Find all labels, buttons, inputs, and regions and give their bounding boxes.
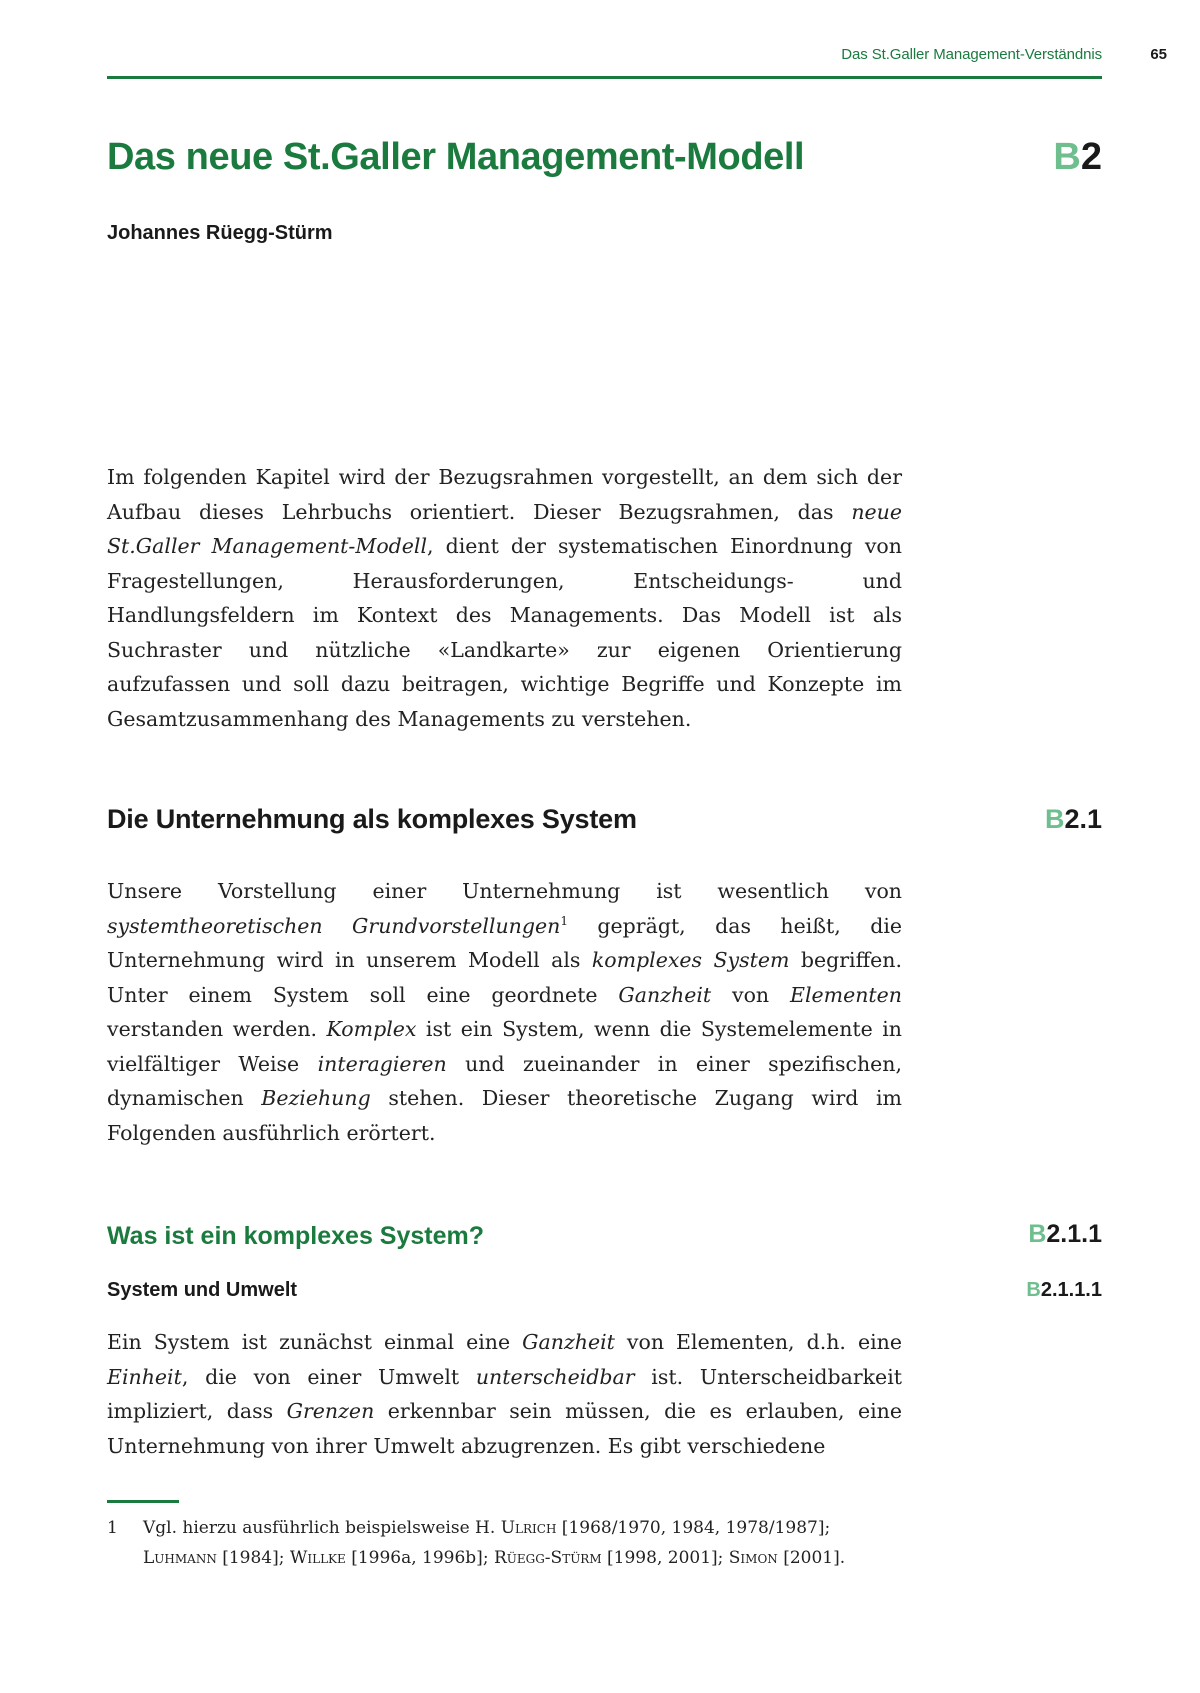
- emphasis-span: Beziehung: [261, 1086, 371, 1110]
- intro-emphasis-model: neue St.Galler Management-Modell: [107, 499, 902, 558]
- emphasis-span: Ganzheit: [522, 1330, 615, 1354]
- section-number-2-1: [1045, 804, 1102, 835]
- intro-paragraph: [107, 460, 902, 736]
- emphasis-span: Komplex: [326, 1017, 417, 1041]
- cited-author: Ulrich: [500, 1518, 557, 1538]
- chapter-number: [1053, 136, 1102, 179]
- emphasis-span: unterscheidbar: [475, 1364, 635, 1389]
- section-title-2-1: Die Unternehmung als komplexes System: [107, 804, 637, 834]
- text-span: von: [711, 982, 790, 1007]
- chapter-number-value: 2: [1080, 136, 1102, 178]
- text-span: stehen. Dieser theoretische Zugang wird im Folgenden ausführlich erörtert.: [107, 1086, 902, 1145]
- page-number: 65: [1150, 46, 1167, 63]
- text-span: und zueinander in einer spezifischen, dynamischen: [107, 1051, 902, 1110]
- intro-text-1: Im folgenden Kapitel wird der Bezugsrahmen vorgestellt, an dem sich der Aufbau dieses Lehrbuchs orientiert. Dieser Bezugsrahmen, das: [107, 465, 902, 524]
- text-span: , die von einer Umwelt: [181, 1364, 476, 1389]
- footnote-mark: 1: [107, 1518, 118, 1538]
- cited-author: Willke: [289, 1548, 346, 1568]
- text-span: erkennbar sein müssen, die es erlauben, eine Unternehmung von ihrer Umwelt abzugrenzen. Es gibt verschiedene: [107, 1399, 902, 1458]
- footnote-text: [143, 1513, 902, 1573]
- section-title-2-1-1: Was ist ein komplexes System?: [107, 1222, 485, 1250]
- running-header: [107, 44, 1167, 68]
- section-number-2-1-1-value: 2.1.1: [1046, 1220, 1102, 1248]
- emphasis-span: komplexes System: [591, 948, 790, 972]
- section-2-1-1-1-paragraph: [107, 1325, 902, 1463]
- author: Johannes Rüegg-Stürm: [107, 222, 333, 244]
- emphasis-span: Elementen: [790, 982, 902, 1007]
- chapter-title: Das neue St.Galler Management-Modell: [107, 136, 805, 178]
- emphasis-span: interagieren: [317, 1051, 447, 1076]
- text-span: [1984];: [216, 1548, 290, 1568]
- footnote-reference[interactable]: 1: [560, 913, 568, 928]
- section-title-2-1-1-1: System und Umwelt: [107, 1279, 298, 1301]
- section-number-2-1-1-1: [1026, 1279, 1102, 1302]
- emphasis-span: Grenzen: [286, 1399, 375, 1423]
- section-number-2-1-1-prefix: B: [1028, 1220, 1047, 1248]
- emphasis-span: Ganzheit: [618, 982, 712, 1007]
- section-number-2-1-1-1-value: 2.1.1.1: [1040, 1279, 1102, 1301]
- text-span: Vgl. hierzu ausführlich beispielsweise H.: [143, 1518, 501, 1538]
- section-number-2-1-1-1-prefix: B: [1026, 1279, 1041, 1301]
- cited-author: Rüegg-Stürm: [493, 1548, 602, 1568]
- text-span: ist ein System, wenn die Systemelemente in vielfältiger Weise: [107, 1017, 902, 1076]
- text-span: Ein System ist zunächst einmal eine: [107, 1330, 523, 1354]
- cited-author: Simon: [728, 1548, 778, 1568]
- section-number-2-1-1: [1028, 1220, 1102, 1249]
- text-span: begriffen. Unter einem System soll eine geordnete: [107, 948, 902, 1007]
- header-rule: [107, 76, 1102, 79]
- text-span: Unsere Vorstellung einer Unternehmung ist wesentlich von: [107, 879, 902, 903]
- section-number-2-1-value: 2.1: [1064, 804, 1102, 834]
- text-span: [2001].: [777, 1548, 846, 1568]
- text-span: geprägt, das heißt, die Unternehmung wird in unserem Modell als: [107, 913, 903, 972]
- text-span: [1998, 2001];: [601, 1548, 729, 1568]
- chapter-number-prefix: B: [1053, 136, 1081, 178]
- cited-author: Luhmann: [143, 1548, 217, 1568]
- emphasis-span: Einheit: [107, 1364, 182, 1389]
- text-span: [1996a, 1996b];: [345, 1548, 494, 1568]
- text-span: verstanden werden.: [107, 1017, 327, 1041]
- footnote-rule: [107, 1500, 179, 1503]
- text-span: ist. Unterscheidbarkeit impliziert, dass: [107, 1364, 902, 1423]
- emphasis-span: systemtheoretischen Grundvorstellungen: [107, 913, 561, 938]
- running-header-title: Das St.Galler Management-Verständnis: [841, 46, 1102, 63]
- text-span: [1968/1970, 1984, 1978/1987];: [556, 1518, 831, 1538]
- intro-text-2: , dient der systematischen Einordnung von Fragestellungen, Herausforderungen, Entscheidungs- und Handlungsfeldern im Kontext des Managements. Das Modell ist als Suchraster und nützliche «Landkarte» zur eigenen Orientierung aufzufassen und soll dazu beitragen, wichtige Begriffe und Konzepte im Gesamtzusammenhang des Managements zu verstehen.: [107, 534, 902, 731]
- section-2-1-paragraph: [107, 874, 902, 1150]
- footnote: [107, 1513, 902, 1573]
- section-number-2-1-prefix: B: [1044, 804, 1065, 834]
- text-span: von Elementen, d.h. eine: [614, 1330, 902, 1354]
